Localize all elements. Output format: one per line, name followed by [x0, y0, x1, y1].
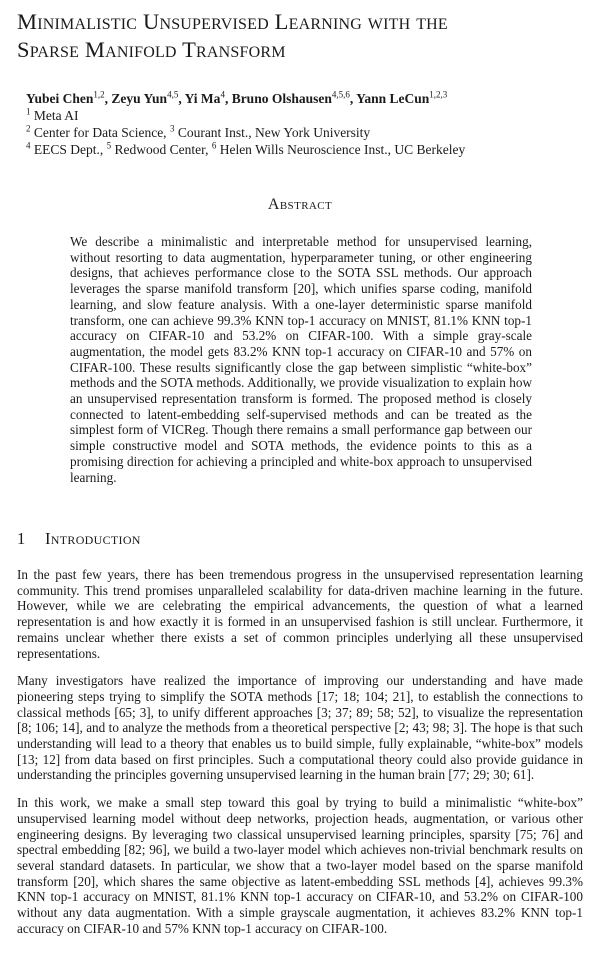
introduction-body: [17, 567, 583, 948]
affiliation-line: [26, 124, 586, 141]
affiliation-text: Helen Wills Neuroscience Inst., UC Berkeley: [216, 142, 466, 157]
affiliation-marker: 5: [106, 140, 112, 151]
affiliation-text: Redwood Center,: [111, 142, 212, 157]
author-affiliation-marker: 1,2: [93, 89, 105, 100]
author-list: [26, 90, 586, 107]
author-block: [26, 90, 586, 158]
author-affiliation-marker: 1,2,3: [429, 89, 448, 100]
paragraph: In the past few years, there has been tremendous progress in the unsupervised representation learning community. This trend promises unparalleled scalability for data-driven machine learning in the future. However, while we are celebrating the empirical advancements, the question of what a learned representation is and how exactly it is formed in an unsupervised fashion is still unclear. Furthermore, it remains unclear whether there exists a set of common principles underlying all these unsupervised representations.: [17, 567, 583, 661]
paragraph: In this work, we make a small step toward this goal by trying to build a minimalistic “white-box” unsupervised learning model without deep networks, projection heads, augmentation, or various other engineering designs. By leveraging two classical unsupervised learning principles, sparsity [75; 76] and spectral embedding [82; 96], we build a two-layer model which achieves non-trivial benchmark results on several standard datasets. In particular, we show that a two-layer model based on the sparse manifold transform [20], which shares the same objective as latent-embedding SSL methods [4], achieves 99.3% KNN top-1 accuracy on MNIST, 81.1% KNN top-1 accuracy on CIFAR-10, and 53.2% on CIFAR-100 without any data augmentation. With a simple grayscale augmentation, it achieves 83.2% KNN top-1 accuracy on CIFAR-10 and 57% KNN top-1 accuracy on CIFAR-100.: [17, 795, 583, 936]
author-name: Bruno Olshausen: [231, 91, 332, 106]
author-separator: ,: [349, 91, 357, 106]
author-name: Yi Ma: [184, 91, 221, 106]
affiliation-line: [26, 141, 586, 158]
affiliation-text: EECS Dept.,: [30, 142, 107, 157]
section-heading-introduction: [17, 529, 577, 549]
title-line-2: Sparse Manifold Transform: [17, 37, 286, 62]
section-number: 1: [17, 529, 26, 548]
author-affiliation-marker: 4,5: [167, 89, 179, 100]
affiliation-marker: 2: [26, 123, 31, 134]
title-line-1: Minimalistic Unsupervised Learning with the: [17, 9, 448, 34]
affiliation-marker: 4: [26, 140, 31, 151]
affiliation-text: Meta AI: [30, 108, 79, 123]
author-separator: ,: [178, 91, 185, 106]
paragraph: Many investigators have realized the importance of improving our understanding and have made pioneering steps trying to simplify the SOTA methods [17; 18; 104; 21], to establish the connections to classical methods [65; 3], to unify different approaches [3; 37; 89; 58; 52], to visualize the representation [8; 106; 14], and to analyze the methods from a theoretical perspective [2; 43; 98; 3]. The hope is that such understanding will lead to a theory that enables us to build simple, fully explainable, “white-box” models [13; 12] from data based on first principles. Such a computational theory could also provide guidance in understanding the principles governing unsupervised learning in the human brain [77; 29; 30; 61].: [17, 673, 583, 783]
author-name: Zeyu Yun: [111, 91, 168, 106]
affiliation-marker: 6: [211, 140, 217, 151]
affiliation-marker: 1: [26, 106, 31, 117]
author-affiliation-marker: 4,5,6: [331, 89, 350, 100]
abstract-text: We describe a minimalistic and interpretable method for unsupervised learning, without resorting to data augmentation, hyperparameter tuning, or other engineering designs, that achieves performance close to the SOTA SSL methods. Our approach leverages the sparse manifold transform [20], which unifies sparse coding, manifold learning, and slow feature analysis. With a one-layer deterministic sparse manifold transform, one can achieve 99.3% KNN top-1 accuracy on MNIST, 81.1% KNN top-1 accuracy on CIFAR-10 and 53.2% on CIFAR-100. With a simple gray-scale augmentation, the model gets 83.2% KNN top-1 accuracy on CIFAR-10 and 57% on CIFAR-100. These results significantly close the gap between simplistic “white-box” methods and the SOTA methods. Additionally, we provide visualization to explain how an unsupervised representation transform is formed. The proposed method is closely connected to latent-embedding self-supervised methods and can be treated as the simplest form of VICReg. Though there remains a small performance gap between our simple constructive model and SOTA methods, the evidence points to this as a promising direction for achieving a principled and white-box approach to unsupervised learning.: [70, 234, 532, 485]
author-name: Yann LeCun: [356, 91, 430, 106]
author-separator: ,: [224, 91, 232, 106]
section-title: Introduction: [45, 529, 141, 548]
affiliation-text: Center for Data Science,: [30, 125, 170, 140]
affiliation-text: Courant Inst., New York University: [174, 125, 371, 140]
affiliation-marker: 3: [169, 123, 175, 134]
affiliation-list: [26, 107, 586, 158]
paper-title: [17, 8, 592, 64]
author-affiliation-marker: 4: [220, 89, 225, 100]
author-separator: ,: [104, 91, 112, 106]
author-name: Yubei Chen: [26, 91, 94, 106]
affiliation-line: [26, 107, 586, 124]
abstract-heading: Abstract: [267, 196, 333, 213]
